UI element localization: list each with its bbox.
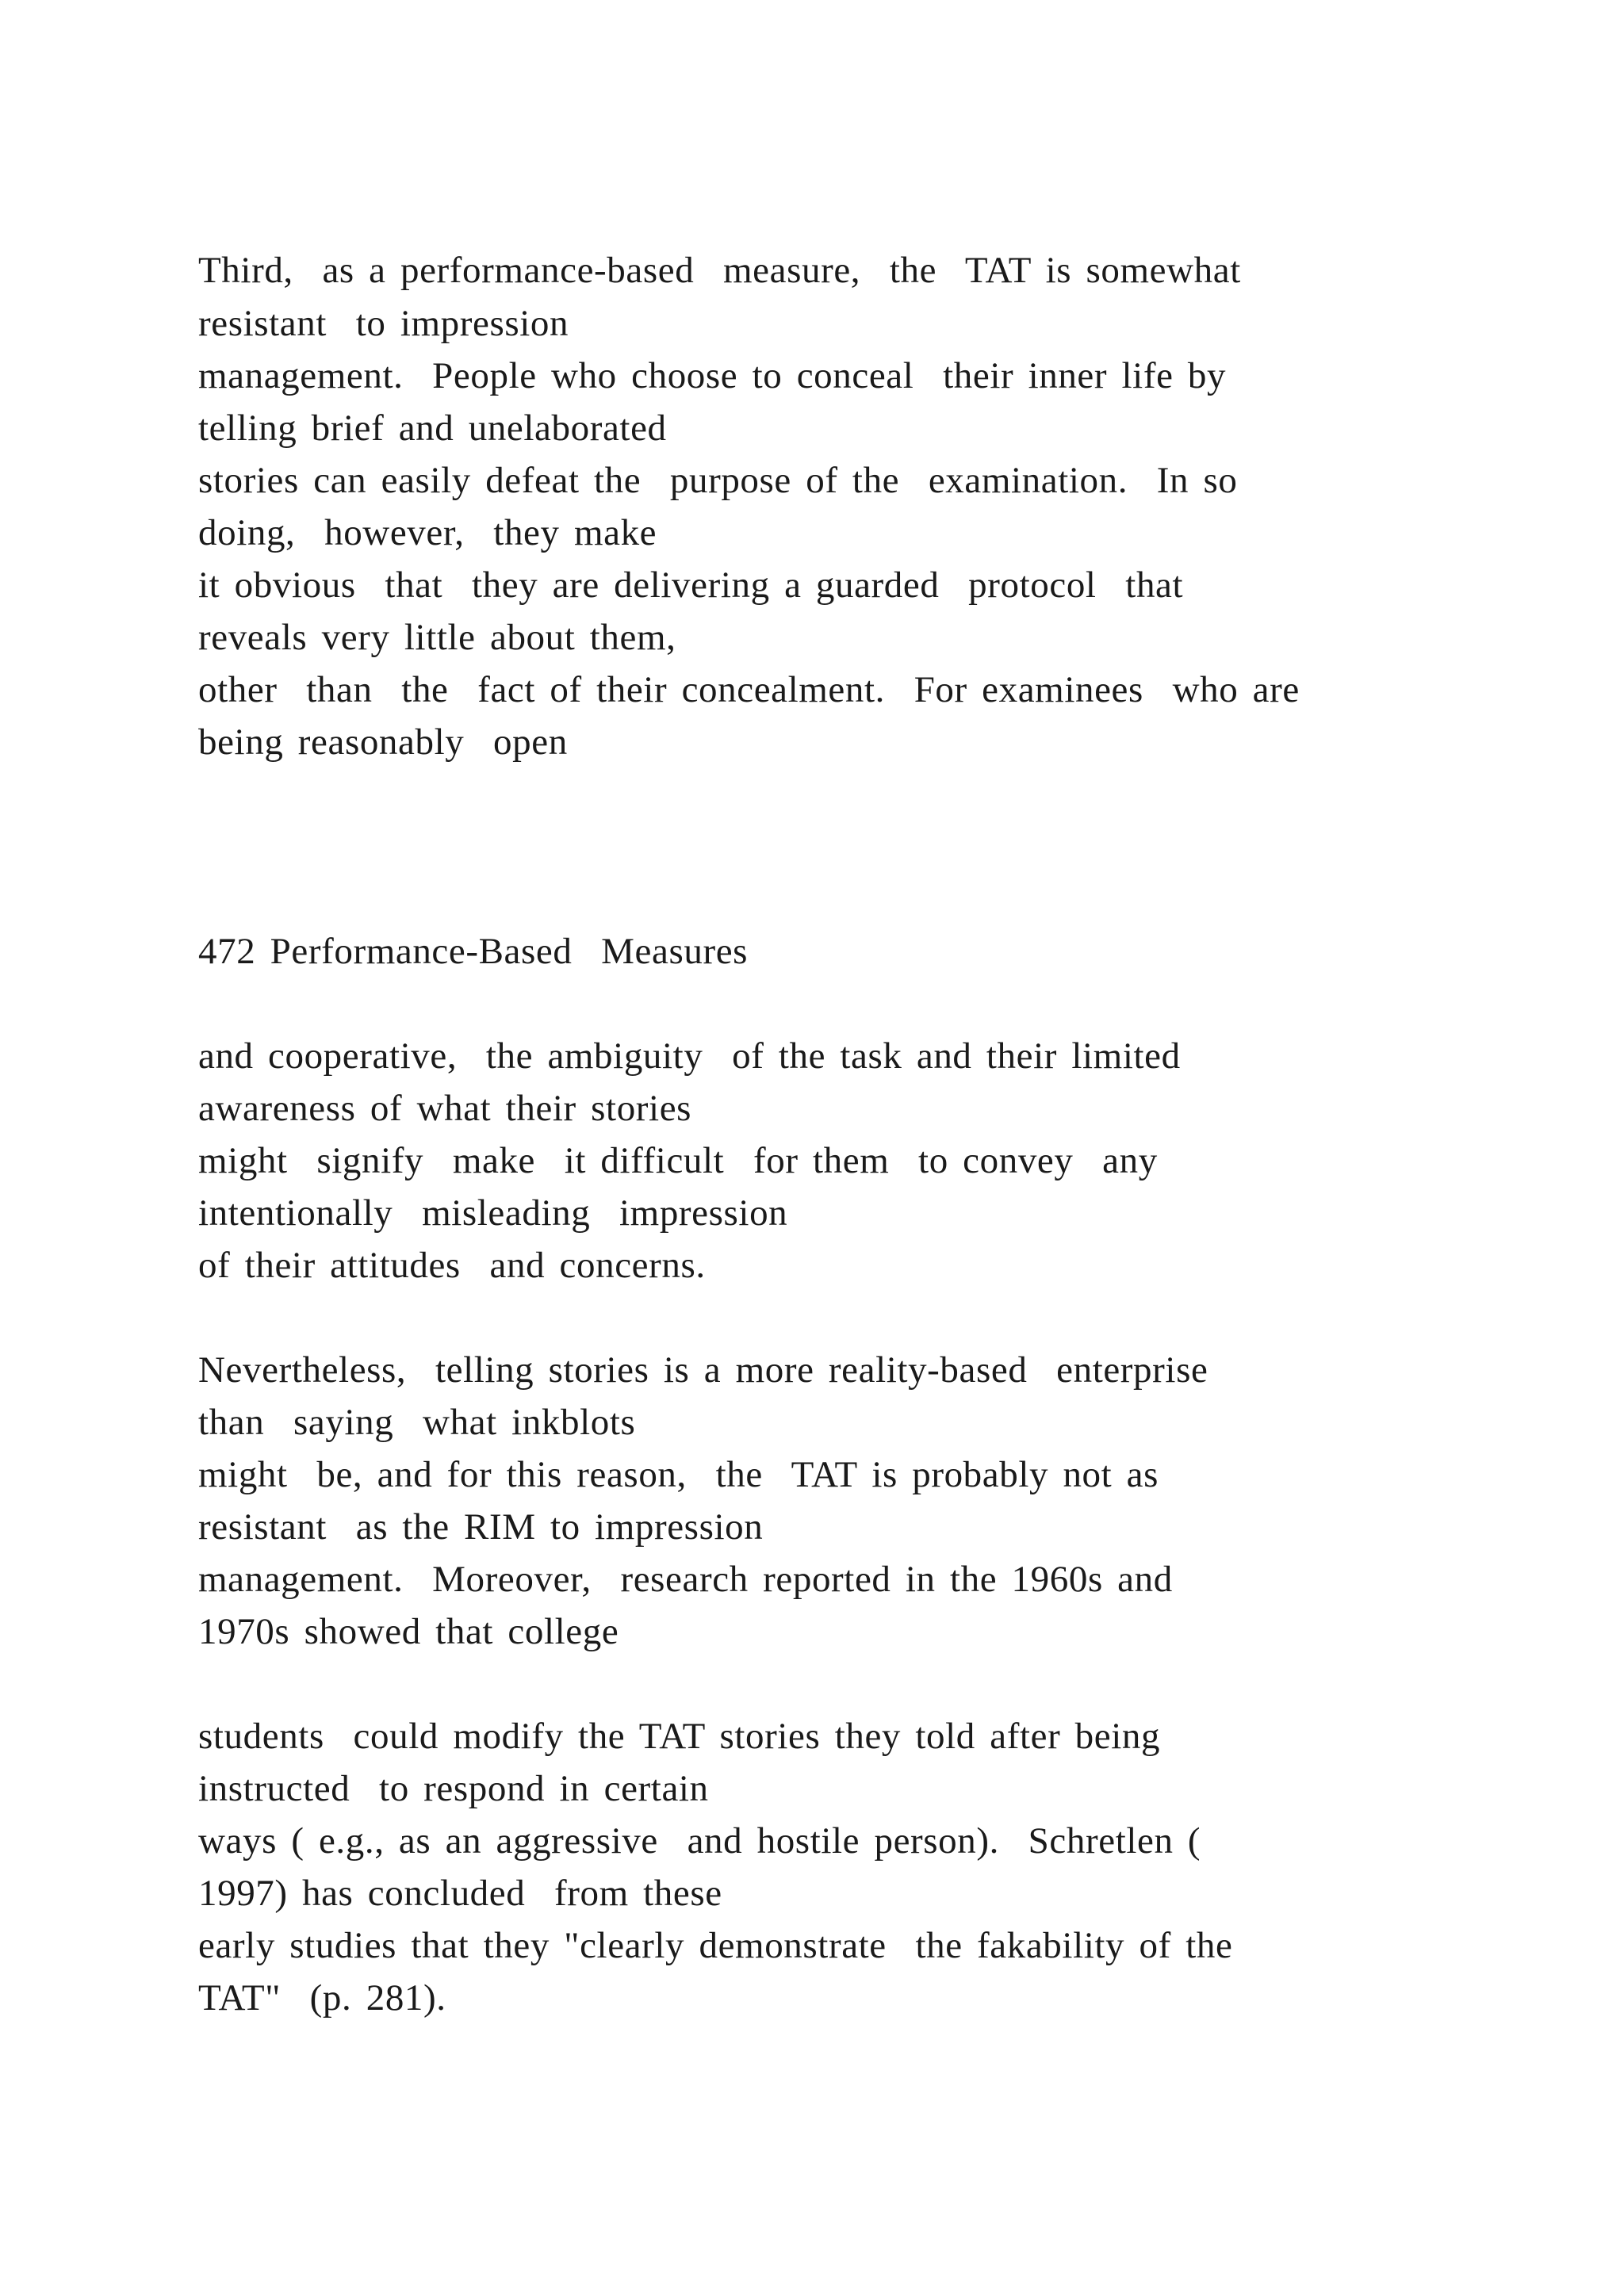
- text-line: might signify make it difficult for them to convey any: [198, 1140, 1158, 1181]
- text-line: resistant to impression: [198, 303, 569, 344]
- text-line: of their attitudes and concerns.: [198, 1245, 706, 1286]
- text-line: TAT" (p. 281).: [198, 1977, 446, 2019]
- text-line: reveals very little about them,: [198, 617, 676, 658]
- text-line: intentionally misleading impression: [198, 1192, 788, 1234]
- text-line: being reasonably open: [198, 721, 568, 763]
- text-line: instructed to respond in certain: [198, 1768, 709, 1809]
- text-line: students could modify the TAT stories they told after being: [198, 1716, 1161, 1757]
- text-line: doing, however, they make: [198, 512, 657, 553]
- text-line: stories can easily defeat the purpose of the examination. In so: [198, 460, 1238, 501]
- text-line: 1997) has concluded from these: [198, 1873, 722, 1914]
- text-line: awareness of what their stories: [198, 1088, 692, 1129]
- text-line: telling brief and unelaborated: [198, 408, 667, 449]
- text-line: other than the fact of their concealment. For examinees who are: [198, 669, 1300, 710]
- text-line: Nevertheless, telling stories is a more reality-based enterprise: [198, 1349, 1208, 1391]
- text-line: resistant as the RIM to impression: [198, 1506, 764, 1548]
- text-line: than saying what inkblots: [198, 1402, 636, 1443]
- text-line: management. People who choose to conceal their inner life by: [198, 355, 1227, 396]
- page-header: 472 Performance-Based Measures: [198, 931, 749, 972]
- text-line: management. Moreover, research reported in the 1960s and: [198, 1559, 1173, 1600]
- text-line: and cooperative, the ambiguity of the task and their limited: [198, 1035, 1181, 1077]
- text-line: ways ( e.g., as an aggressive and hostile person). Schretlen (: [198, 1820, 1201, 1862]
- text-line: Third, as a performance-based measure, the TAT is somewhat: [198, 250, 1241, 291]
- text-line: it obvious that they are delivering a guarded protocol that: [198, 564, 1184, 606]
- text-line: early studies that they "clearly demonstrate the fakability of the: [198, 1925, 1233, 1966]
- text-line: might be, and for this reason, the TAT is probably not as: [198, 1454, 1159, 1495]
- text-line: 1970s showed that college: [198, 1611, 619, 1652]
